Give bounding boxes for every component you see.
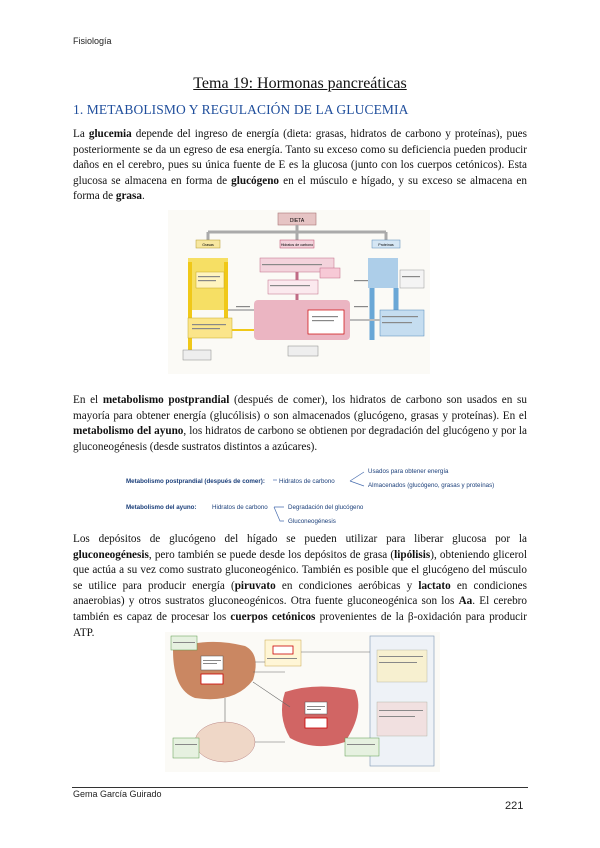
paragraph-metabolism: En el metabolismo postprandial (después de comer), los hidratos de carbono son usados en su mayoría para obtener energía (glucólisis) o son almacenados (glucógeno, grasas y proteínas). En el metabolismo del ayuno, los hidratos de carbono se obtienen por degradación del glucógeno y por la gluconeogénesis (desde sustratos distintos a azúcares).	[73, 394, 527, 453]
footer-author: Gema García Guirado	[73, 789, 162, 799]
brain-shape	[195, 722, 255, 762]
diagram-top-label: DIETA	[289, 218, 305, 224]
col-label-proteins: Proteínas	[378, 243, 394, 247]
muscle-shape	[282, 686, 358, 746]
metabolism-diagram	[168, 210, 430, 374]
paragraph-glucemia: La glucemia depende del ingreso de energía (dieta: grasas, hidratos de carbono y proteínas), pues posteriormente se da un egreso de esa energía. Tanto su exceso como su deficiencia pueden producir daños en el cerebro, pues su única fuente de E es la glucosa (junto con los cuerpos cetónicos). Esta glucosa se almacena en forma de glucógeno en el músculo e hígado, y su exceso se almacena en forma de grasa.	[73, 128, 527, 203]
paragraph-glycogen: Los depósitos de glucógeno del hígado se pueden utilizar para liberar glucosa por la gluconeogénesis, pero también se puede desde los depósitos de grasa (lipólisis), obteniendo glicerol que actúa a su vez como sustrato gluconeogénico. También es posible que el glucógeno del músculo se utilice para producir energía (piruvato en condiciones aeróbicas y lactato en condiciones anaerobias) y otros sustratos gluconeogénicos. Otra fuente gluconeogénica son los Aa. El cerebro también es capaz de procesar los cuerpos cetónicos provenientes de la β-oxidación para producir ATP.	[73, 533, 527, 639]
footer-divider	[72, 787, 528, 788]
scheme-row1-mid: Hidratos de carbono	[279, 478, 335, 485]
section-heading: 1. METABOLISMO Y REGULACIÓN DE LA GLUCEMIA	[73, 102, 409, 117]
organs-diagram	[165, 632, 440, 772]
scheme-row1-label: Metabolismo postprandial (después de comer):	[126, 478, 265, 485]
scheme-row2-out2: Gluconeogénesis	[288, 518, 336, 525]
scheme-row2-mid: Hidratos de carbono	[212, 504, 268, 511]
header-subject: Fisiología	[73, 36, 112, 46]
scheme-row2-out1: Degradación del glucógeno	[288, 504, 364, 511]
col-label-fats: Grasas	[202, 243, 214, 247]
page-number: 221	[505, 800, 524, 812]
col-label-carbs: Hidratos de carbono	[280, 243, 314, 247]
scheme-row1-out1: Usados para obtener energía	[368, 468, 449, 475]
scheme-row1-out2: Almacenados (glucógeno, grasas y proteínas)	[368, 482, 495, 489]
page-title: Tema 19: Hormonas pancreáticas	[193, 75, 407, 92]
scheme-row2-label: Metabolismo del ayuno:	[126, 504, 197, 511]
metabolism-scheme	[120, 468, 495, 530]
